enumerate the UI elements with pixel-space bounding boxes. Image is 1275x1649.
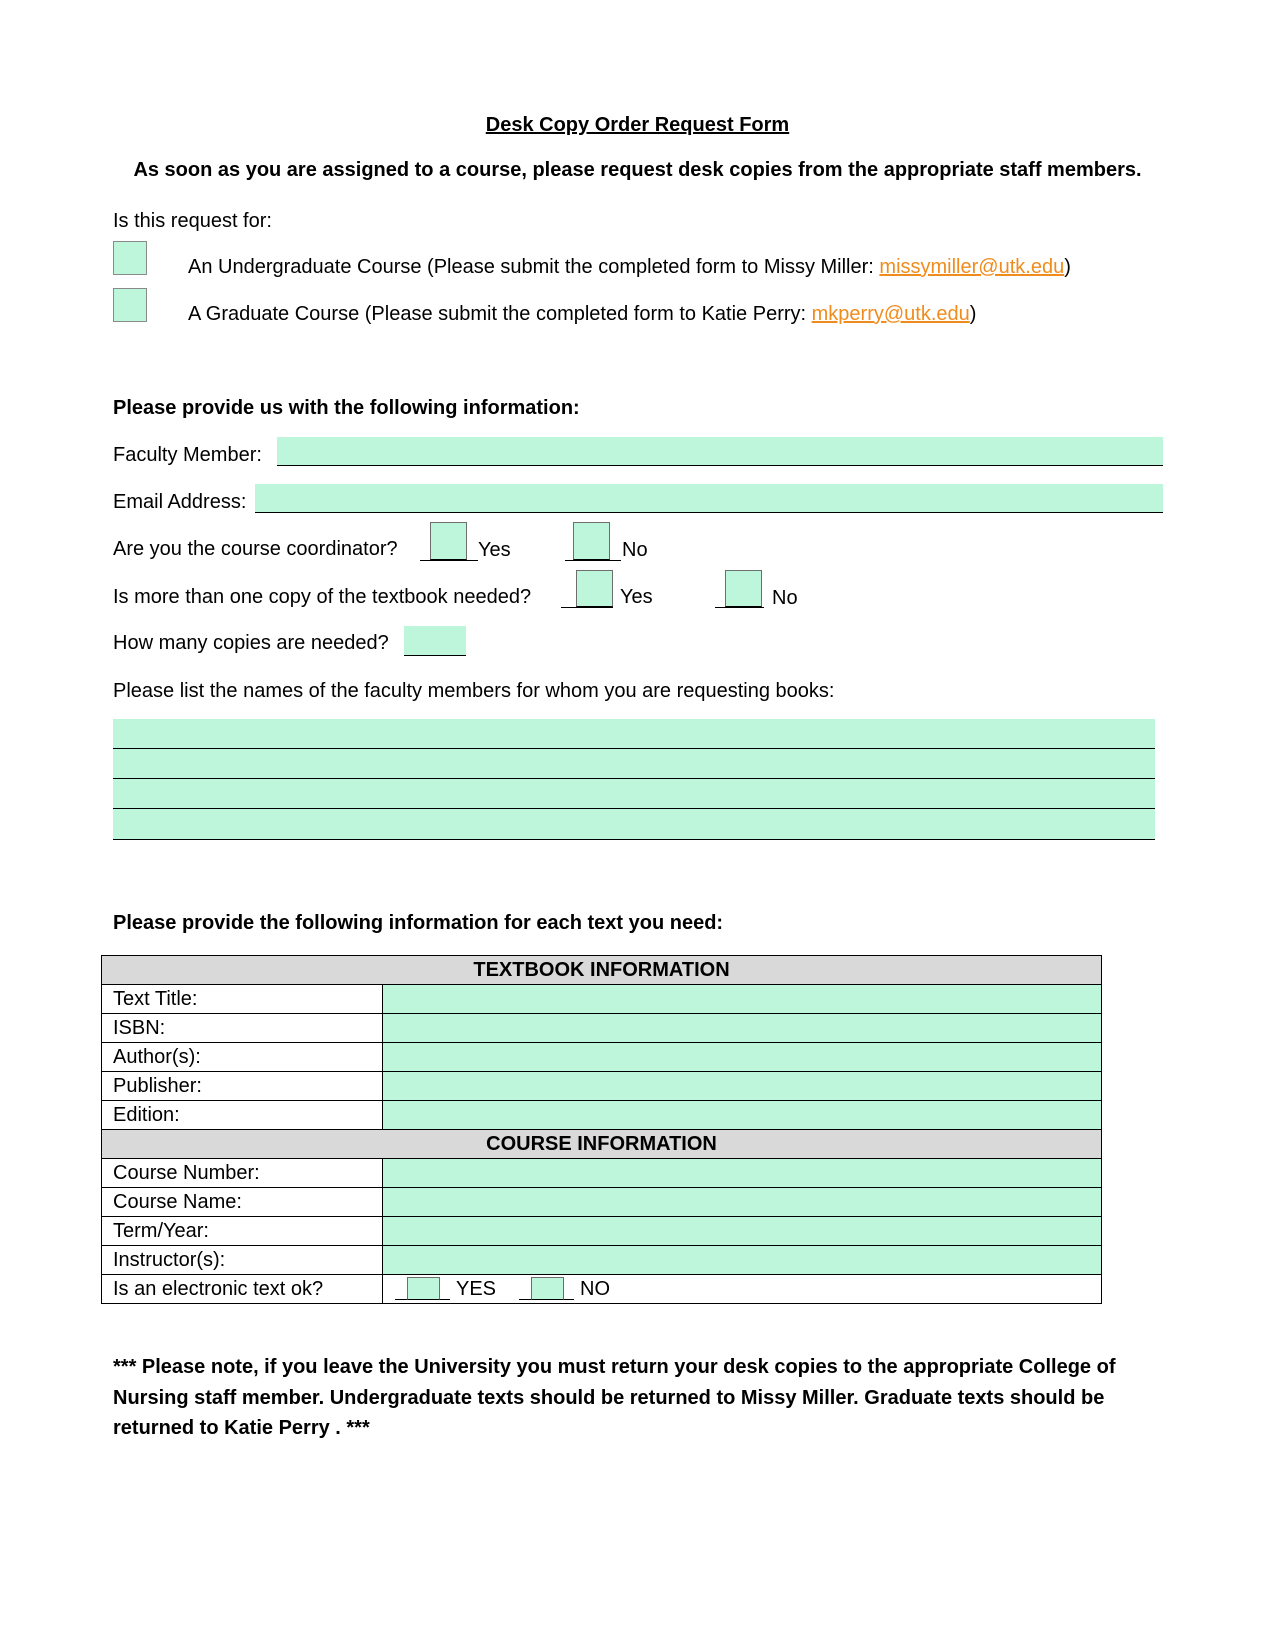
grad-option-close: ) (969, 303, 977, 325)
table-row (102, 1275, 1102, 1304)
isbn-input[interactable] (383, 1014, 1102, 1043)
faculty-list-line-4[interactable] (113, 809, 1155, 840)
electronic-yes-label: YES (456, 1278, 497, 1300)
textbook-header-row (102, 956, 1102, 985)
grad-option-label (188, 302, 976, 326)
undergrad-email-link[interactable]: missymiller@utk.edu (879, 256, 1065, 278)
faculty-list-line-2[interactable] (113, 749, 1155, 779)
table-row (102, 1043, 1102, 1072)
coordinator-yes-checkbox[interactable] (430, 522, 467, 560)
term-year-label: Term/Year: (102, 1217, 383, 1246)
authors-label: Author(s): (102, 1043, 383, 1072)
coordinator-yes-line (420, 560, 478, 561)
table-row (102, 985, 1102, 1014)
request-question: Is this request for: (113, 210, 272, 232)
table-row (102, 1072, 1102, 1101)
course-header: COURSE INFORMATION (102, 1130, 1102, 1159)
text-title-input[interactable] (383, 985, 1102, 1014)
coordinator-no-label: No (622, 539, 648, 561)
course-header-row (102, 1130, 1102, 1159)
coordinator-question: Are you the course coordinator? (113, 538, 398, 560)
electronic-no-checkbox[interactable] (531, 1277, 564, 1300)
textbook-header: TEXTBOOK INFORMATION (102, 956, 1102, 985)
faculty-member-label: Faculty Member: (113, 444, 262, 466)
copies-question: How many copies are needed? (113, 632, 389, 654)
table-row (102, 1014, 1102, 1043)
multi-copy-question: Is more than one copy of the textbook needed? (113, 586, 532, 608)
multi-copy-no-label: No (772, 587, 798, 609)
provide-info-heading: Please provide us with the following information: (113, 397, 580, 419)
multi-copy-yes-checkbox[interactable] (576, 570, 613, 607)
multi-copy-yes-line (561, 607, 613, 608)
page-title: Desk Copy Order Request Form (485, 114, 790, 136)
grad-email-link[interactable]: mkperry@utk.edu (811, 303, 970, 325)
coordinator-no-checkbox[interactable] (573, 522, 610, 560)
multi-copy-yes-label: Yes (620, 586, 653, 608)
faculty-member-field[interactable] (277, 437, 1163, 466)
electronic-yes-checkbox[interactable] (407, 1277, 440, 1300)
grad-checkbox[interactable] (113, 288, 147, 322)
coordinator-yes-label: Yes (478, 539, 511, 561)
table-row (102, 1217, 1102, 1246)
copies-field[interactable] (404, 626, 466, 656)
coordinator-no-line (565, 560, 621, 561)
instructors-label: Instructor(s): (102, 1246, 383, 1275)
electronic-no-label: NO (580, 1278, 610, 1300)
course-name-input[interactable] (383, 1188, 1102, 1217)
text-title-label: Text Title: (102, 985, 383, 1014)
grad-option-text: A Graduate Course (Please submit the completed form to Katie Perry: (188, 303, 812, 325)
table-row (102, 1188, 1102, 1217)
per-text-heading: Please provide the following information for each text you need: (113, 912, 724, 934)
publisher-input[interactable] (383, 1072, 1102, 1101)
electronic-text-options (383, 1275, 1102, 1304)
email-field[interactable] (255, 484, 1163, 513)
table-row (102, 1159, 1102, 1188)
page-subtitle: As soon as you are assigned to a course, please request desk copies from the appropriate staff members. (133, 159, 1142, 181)
table-row (102, 1101, 1102, 1130)
authors-input[interactable] (383, 1043, 1102, 1072)
course-number-input[interactable] (383, 1159, 1102, 1188)
course-name-label: Course Name: (102, 1188, 383, 1217)
instructors-input[interactable] (383, 1246, 1102, 1275)
textbook-course-table (101, 955, 1102, 1304)
undergrad-option-text: An Undergraduate Course (Please submit the completed form to Missy Miller: (188, 256, 880, 278)
term-year-input[interactable] (383, 1217, 1102, 1246)
faculty-list-question: Please list the names of the faculty members for whom you are requesting books: (113, 680, 835, 702)
undergrad-option-label (188, 255, 1071, 279)
electronic-text-label: Is an electronic text ok? (102, 1275, 383, 1304)
multi-copy-no-checkbox[interactable] (725, 570, 762, 607)
isbn-label: ISBN: (102, 1014, 383, 1043)
undergrad-option-close: ) (1064, 256, 1071, 278)
faculty-list-line-1[interactable] (113, 719, 1155, 749)
course-number-label: Course Number: (102, 1159, 383, 1188)
edition-label: Edition: (102, 1101, 383, 1130)
return-note: *** Please note, if you leave the University you must return your desk copies to the appropriate College of Nursing staff member. Undergraduate texts should be returned to Missy Miller. Graduate texts should be returned to Katie Perry . *** (113, 1356, 1116, 1439)
table-row (102, 1246, 1102, 1275)
email-label: Email Address: (113, 491, 247, 513)
edition-input[interactable] (383, 1101, 1102, 1130)
undergrad-checkbox[interactable] (113, 241, 147, 275)
publisher-label: Publisher: (102, 1072, 383, 1101)
faculty-list-line-3[interactable] (113, 779, 1155, 809)
multi-copy-no-line (715, 607, 764, 608)
